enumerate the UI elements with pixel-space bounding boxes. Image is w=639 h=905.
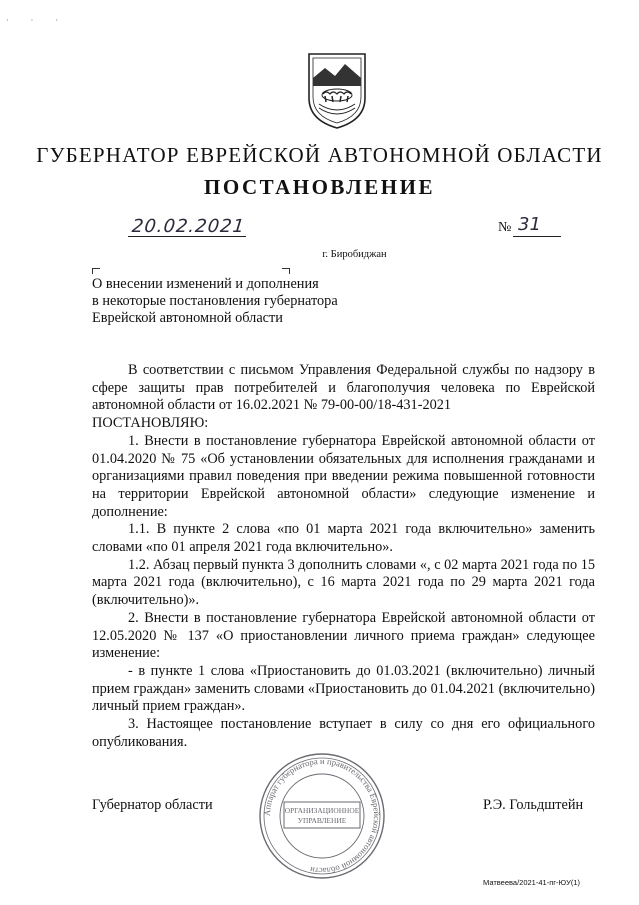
subject-line: Еврейской автономной области: [92, 310, 283, 326]
body-paragraph: 1.2. Абзац первый пункта 3 дополнить словами «, с 02 марта 2021 года по 15 марта 2021 года (включительно), с 16 марта 2021 года по 29 марта 2021 года (включительно)».: [92, 556, 595, 609]
number-sign: №: [498, 220, 512, 235]
scan-specks: · · ·: [6, 16, 68, 25]
document-subject: [92, 276, 392, 327]
document-date: 20.02.2021: [130, 216, 247, 237]
official-stamp: [256, 750, 388, 882]
subject-corner-right: [282, 268, 290, 274]
subject-line: в некоторые постановления губернатора: [92, 293, 338, 309]
resolution-word: ПОСТАНОВЛЯЮ:: [92, 415, 209, 432]
stamp-center-line: УПРАВЛЕНИЕ: [297, 816, 347, 825]
body-paragraph: 3. Настоящее постановление вступает в силу со дня его официального опубликования.: [92, 716, 595, 750]
document-number: 31: [518, 214, 541, 235]
stamp-ring-text: Аппарат губернатора и правительства Еврейской автономной области: [261, 755, 383, 877]
body-paragraph: 1.1. В пункте 2 слова «по 01 марта 2021 года включительно» заменить словами «по 01 апреля 2021 года включительно».: [92, 521, 595, 556]
body-paragraph: - в пункте 1 слова «Приостановить до 01.03.2021 (включительно) личный прием граждан» заменить словами «Приостановить до 01.04.2021 (включительно) личный прием граждан».: [92, 662, 595, 715]
governor-title: ГУБЕРНАТОР ЕВРЕЙСКОЙ АВТОНОМНОЙ ОБЛАСТИ: [36, 143, 603, 167]
subject-corner-left: [92, 268, 100, 274]
document-body: [92, 362, 595, 751]
body-paragraph: В соответствии с письмом Управления Федеральной службы по надзору в сфере защиты прав потребителей и благополучия человека по Еврейской автономной области от 16.02.2021 № 79-00-00/18-431-2021: [92, 362, 595, 414]
stamp-center-line: ОРГАНИЗАЦИОННОЕ: [284, 806, 360, 815]
city-name: г. Биробиджан: [322, 249, 387, 260]
document-type-heading: ПОСТАНОВЛЕНИЕ: [204, 175, 435, 199]
signatory-name: Р.Э. Гольдштейн: [483, 797, 584, 813]
body-paragraph: 1. Внести в постановление губернатора Еврейской автономной области от 01.04.2020 № 75 «Об установлении обязательных для исполнения гражданами и организациями правил поведения при введении режима повышенной готовности на территории Еврейской автономной области» следующие изменение и дополнение:: [92, 432, 595, 520]
signatory-position: Губернатор области: [92, 797, 213, 813]
date-underline: [128, 236, 246, 237]
subject-line: О внесении изменений и дополнения: [92, 276, 319, 292]
coat-of-arms-icon: [305, 50, 369, 130]
footer-code: Матвеева/2021-41-пг-ЮУ(1): [483, 878, 580, 887]
number-underline: [513, 236, 561, 237]
body-paragraph: 2. Внести в постановление губернатора Еврейской автономной области от 12.05.2020 № 137 «О приостановлении личного приема граждан» следующее изменение:: [92, 609, 595, 662]
